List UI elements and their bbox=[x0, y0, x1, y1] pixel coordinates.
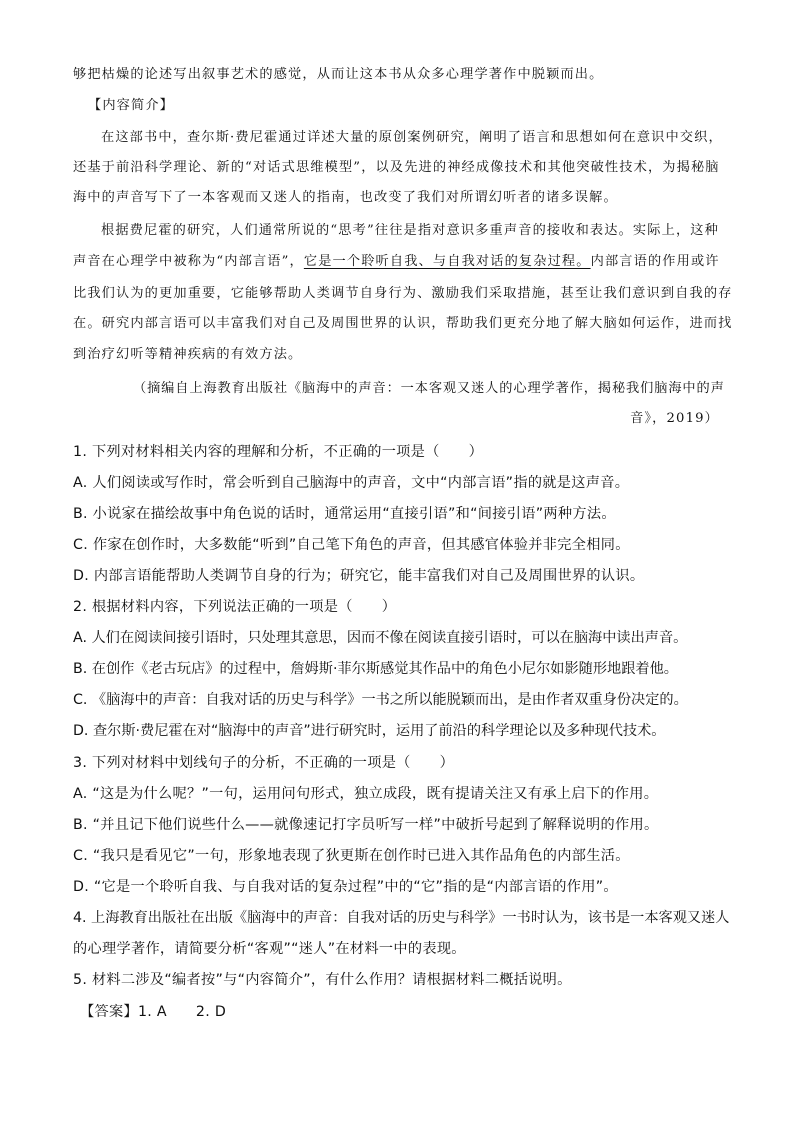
option-3a: A. “这是为什么呢？”一句，运用问句形式，独立成段，既有提请关注又有承上启下的作用。 bbox=[73, 786, 659, 802]
section-heading: 【内容简介】 bbox=[88, 98, 175, 113]
passage-text: 声音在心理学中被称为“内部言语”， bbox=[73, 254, 304, 269]
passage-line: 根据费尼霍的研究，人们通常所说的“思考”往往是指对意识多重声音的接收和表达。实际上，这种 bbox=[101, 223, 719, 238]
option-1c: C. 作家在创作时，大多数能“听到”自己笔下角色的声音，但其感官体验并非完全相同。 bbox=[73, 537, 630, 553]
option-1a: A. 人们阅读或写作时，常会听到自己脑海中的声音，文中“内部言语”指的就是这声音。 bbox=[73, 475, 630, 491]
option-2d: D. 查尔斯·费尼霍在对“脑海中的声音”进行研究时，运用了前沿的科学理论以及多种现代技术。 bbox=[73, 723, 666, 739]
option-2b: B. 在创作《老古玩店》的过程中，詹姆斯·菲尔斯感觉其作品中的角色小尼尔如影随形地跟着他。 bbox=[73, 661, 678, 677]
question-2: 2. 根据材料内容，下列说法正确的一项是（ ） bbox=[73, 599, 397, 615]
underlined-sentence: 它是一个聆听自我、与自我对话的复杂过程。 bbox=[303, 254, 591, 269]
answer-text: 1. A 2. D bbox=[137, 1004, 227, 1020]
passage-line: 在这部书中，查尔斯·费尼霍通过详述大量的原创案例研究，阐明了语言和思想如何在意识中交织， bbox=[101, 130, 723, 145]
source-citation: （摘编自上海教育出版社《脑海中的声音：一本客观又迷人的心理学著作，揭秘我们脑海中的声 bbox=[133, 381, 725, 396]
option-3d: D. “它是一个聆听自我、与自我对话的复杂过程”中的“它”指的是“内部言语的作用”。 bbox=[73, 879, 618, 895]
answer-tag: 【答案】 bbox=[80, 1004, 138, 1020]
question-5: 5. 材料二涉及“编者按”与“内容简介”，有什么作用？请根据材料二概括说明。 bbox=[73, 972, 572, 988]
option-1d: D. 内部言语能帮助人类调节自身的行为；研究它，能丰富我们对自己及周围世界的认识。 bbox=[73, 568, 645, 584]
passage-line: 到治疗幻听等精神疾病的有效方法。 bbox=[73, 347, 303, 362]
question-3: 3. 下列对材料中划线句子的分析，不正确的一项是（ ） bbox=[73, 755, 455, 771]
passage-line: 海中的声音写下了一本客观而又迷人的指南，也改变了我们对所谓幻听者的诸多误解。 bbox=[73, 190, 618, 205]
question-4: 4. 上海教育出版社在出版《脑海中的声音：自我对话的历史与科学》一书时认为，该书是一本客观又迷人 bbox=[73, 910, 730, 926]
answer-line bbox=[80, 1002, 730, 1022]
passage-line: 比我们认为的更加重要，它能够帮助人类调节自身行为、激励我们采取措施，甚至让我们意识到自我的存 bbox=[73, 286, 733, 301]
passage-line: 还基于前沿科学理论、新的“对话式思维模型”，以及先进的神经成像技术和其他突破性技术，为揭秘脑 bbox=[73, 160, 720, 175]
option-2a: A. 人们在阅读间接引语时，只处理其意思，因而不像在阅读直接引语时，可以在脑海中读出声音。 bbox=[73, 630, 688, 646]
passage-line: 够把枯燥的论述写出叙事艺术的感觉，从而让这本书从众多心理学著作中脱颖而出。 bbox=[73, 67, 604, 82]
passage-text: 内部言语的作用或许 bbox=[590, 254, 720, 269]
option-3b: B. “并且记下他们说些什么——就像速记打字员听写一样”中破折号起到了解释说明的作用。 bbox=[73, 817, 659, 833]
option-1b: B. 小说家在描绘故事中角色说的话时，通常运用“直接引语”和“间接引语”两种方法。 bbox=[73, 506, 616, 522]
passage-line bbox=[73, 252, 723, 272]
question-4-cont: 的心理学著作，请简要分析“客观”“迷人”在材料一中的表现。 bbox=[73, 941, 466, 957]
option-3c: C. “我只是看见它”一句，形象地表现了狄更斯在创作时已进入其作品角色的内部生活。 bbox=[73, 848, 630, 864]
option-2c: C. 《脑海中的声音：自我对话的历史与科学》一书之所以能脱颖而出，是由作者双重身份决定的。 bbox=[73, 692, 688, 708]
question-1: 1. 下列对材料相关内容的理解和分析，不正确的一项是（ ） bbox=[73, 444, 484, 460]
source-citation-end: 音》，2019） bbox=[630, 411, 719, 426]
passage-line: 在。研究内部言语可以丰富我们对自己及周围世界的认识，帮助我们更充分地了解大脑如何运作，进而找 bbox=[73, 316, 733, 331]
